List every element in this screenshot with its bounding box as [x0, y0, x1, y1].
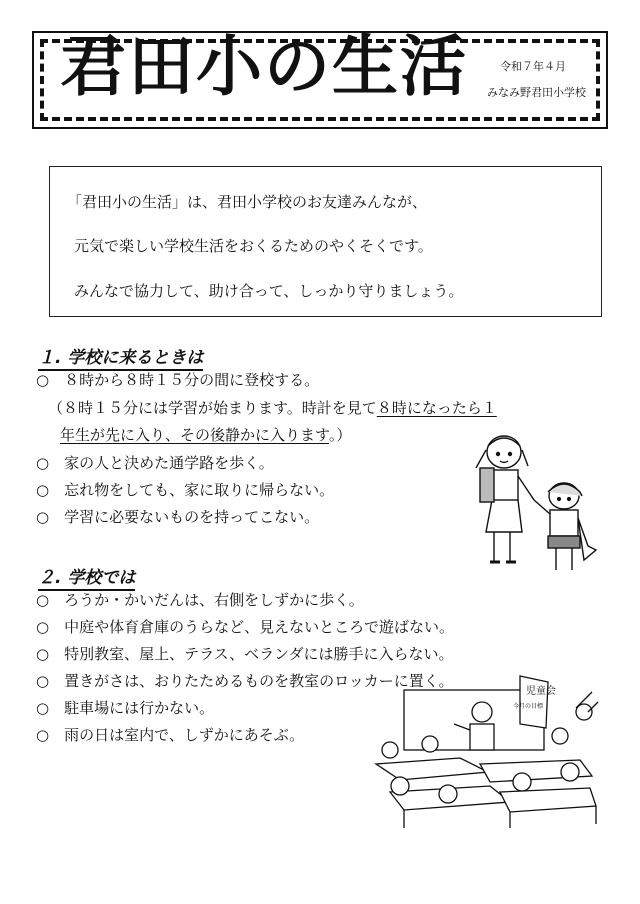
- note-underlined: 年生が先に入り、その後静かに入ります: [60, 426, 329, 444]
- page-title: 君田小の生活: [60, 28, 468, 105]
- intro-line: みんなで協力して、助け合って、しっかり守りましょう。: [74, 282, 464, 300]
- list-item: ○ 置きがさは、おりたためるものを教室のロッカーに置く。: [36, 672, 454, 690]
- list-item: ○ 特別教室、屋上、テラス、ベランダには勝手に入らない。: [36, 645, 454, 663]
- note-line: [60, 426, 351, 444]
- board-title: 児童会: [526, 686, 556, 697]
- children-walking-illustration: [462, 428, 602, 578]
- list-item: ○ 駐車場には行かない。: [36, 699, 215, 717]
- note-text: （８時１５分には学習が始まります。時計を見て: [48, 399, 377, 417]
- note-text: 。）: [328, 426, 352, 444]
- list-item: ○ 中庭や体育倉庫のうらなど、見えないところで遊ばない。: [36, 618, 454, 636]
- note-underlined: ８時になったら１: [376, 399, 497, 417]
- list-item: ○ 学習に必要ないものを持ってこない。: [36, 508, 320, 526]
- intro-box: [49, 166, 602, 317]
- school-name: みなみ野君田小学校: [487, 86, 586, 99]
- list-item: ○ 家の人と決めた通学路を歩く。: [36, 454, 274, 472]
- classroom-illustration: [370, 672, 600, 832]
- list-item: ○ 雨の日は室内で、しずかにあそぶ。: [36, 726, 305, 744]
- section-heading-school: ２. 学校では: [38, 563, 135, 591]
- list-item: ○ ８時から８時１５分の間に登校する。: [36, 371, 320, 389]
- board-goal-label: 今月の目標: [513, 703, 544, 710]
- intro-line: 元気で楽しい学校生活をおくるためのやくそくです。: [74, 237, 433, 255]
- list-item: ○ ろうか・かいだんは、右側をしずかに歩く。: [36, 591, 364, 609]
- issue-date: 令和７年４月: [500, 60, 566, 73]
- intro-line: 「君田小の生活」は、君田小学校のお友達みんなが、: [67, 193, 428, 211]
- section-heading-arrival: １. 学校に来るときは: [38, 343, 203, 371]
- note-line: [48, 399, 497, 417]
- list-item: ○ 忘れ物をしても、家に取りに帰らない。: [36, 481, 335, 499]
